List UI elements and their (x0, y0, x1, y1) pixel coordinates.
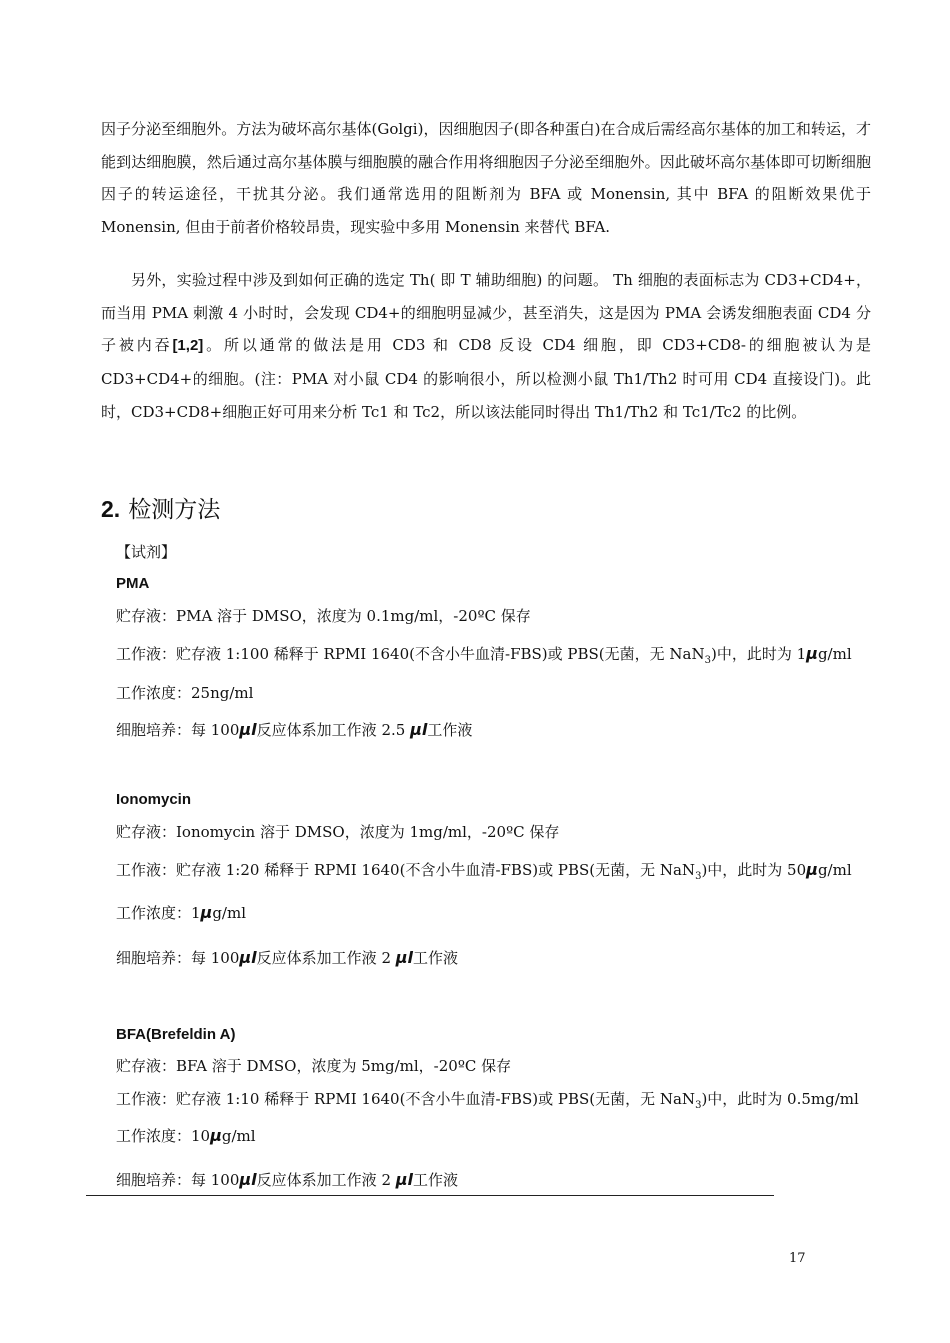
pma-stock: 贮存液：PMA 溶于 DMSO，浓度为 0.1mg/ml，-20ºC 保存 (116, 607, 531, 625)
unit: g/ml (817, 645, 852, 663)
bfa-stock: 贮存液：BFA 溶于 DMSO，浓度为 5mg/ml，-20ºC 保存 (116, 1057, 512, 1075)
micro-symbol: μ (210, 1126, 222, 1145)
text: 细胞培养：每 100 (116, 949, 240, 967)
text: 工作浓度：1 (116, 904, 201, 922)
microliter-symbol: μl (239, 948, 257, 967)
reagent-name-bfa: BFA(Brefeldin A) (116, 1026, 236, 1043)
section-title: 检测方法 (128, 497, 221, 523)
text: 工作液：贮存液 1:100 稀释于 RPMI 1640(不含小牛血清-FBS)或 PBS(无菌，无 NaN (116, 645, 705, 663)
text: 反应体系加工作液 2 (256, 949, 396, 967)
text: )中，此时为 0.5mg/ml (701, 1090, 859, 1108)
microliter-symbol: μl (239, 720, 257, 739)
reagent-name-pma: PMA (116, 575, 150, 592)
text: 工作液：贮存液 1:20 稀释于 RPMI 1640(不含小牛血清-FBS)或 PBS(无菌，无 NaN (116, 861, 696, 879)
bfa-concentration (116, 1125, 906, 1147)
text: )中，此时为 50 (701, 861, 807, 879)
subscript: 3 (704, 655, 711, 666)
section-heading (101, 492, 220, 527)
unit: g/ml (212, 904, 247, 922)
ionomycin-culture (116, 947, 906, 969)
ionomycin-stock: 贮存液：Ionomycin 溶于 DMSO，浓度为 1mg/ml，-20ºC 保存 (116, 823, 560, 841)
paragraph-text: 另外，实验过程中涉及到如何正确的选定 Th( 即 T 辅助细胞) 的问题。 Th 细胞的表面标志为 CD3+CD4+，而当用 PMA 刺激 4 小时时，会发现 CD4+的细胞明显减少，甚至消失，这是因为 PMA 会诱发细胞表面 CD4 分子被内吞 (101, 271, 871, 355)
footnote-divider (86, 1195, 774, 1196)
subscript: 3 (695, 1100, 702, 1111)
bfa-working (116, 1088, 906, 1117)
reagent-name-ionomycin: Ionomycin (116, 791, 192, 808)
unit: g/ml (817, 861, 852, 879)
text: 工作液 (413, 1171, 459, 1189)
paragraph-text: 。所以通常的做法是用 CD3 和 CD8 反设 CD4 细胞，即 CD3+CD8-的细胞被认为是 CD3+CD4+的细胞。(注：PMA 对小鼠 CD4 的影响很小，所以检测小鼠 Th1/Th2 时可用 CD4 直接设门)。此时，CD3+CD8+细胞正好可用来分析 Tc1 和 Tc2，所以该法能同时得出 Th1/Th2 和 Tc1/Tc2 的比例。 (101, 336, 871, 421)
text: 工作液 (413, 949, 459, 967)
paragraph-th-selection (101, 264, 871, 429)
micro-symbol: μ (806, 644, 818, 663)
text: 细胞培养：每 100 (116, 1171, 240, 1189)
subscript: 3 (695, 871, 702, 882)
pma-concentration: 工作浓度：25ng/ml (116, 684, 254, 702)
micro-symbol: μ (806, 860, 818, 879)
text: 反应体系加工作液 2.5 (256, 721, 411, 739)
microliter-symbol: μl (239, 1170, 257, 1189)
unit: g/ml (221, 1127, 256, 1145)
text: 工作液：贮存液 1:10 稀释于 RPMI 1640(不含小牛血清-FBS)或 PBS(无菌，无 NaN (116, 1090, 696, 1108)
microliter-symbol: μl (395, 1170, 414, 1189)
microliter-symbol: μl (410, 720, 428, 739)
reagents-label: 【试剂】 (116, 543, 177, 561)
paragraph-golgi: 因子分泌至细胞外。方法为破坏高尔基体(Golgi)，因细胞因子(即各种蛋白)在合成后需经高尔基体的加工和转运，才能到达细胞膜，然后通过高尔基体膜与细胞膜的融合作用将细胞因子分泌至细胞外。因此破坏高尔基体即可切断细胞因子的转运途径，干扰其分泌。我们通常选用的阻断剂为 BFA 或 Monensin, 其中 BFA 的阻断效果优于 Monensin, 但由于前者价格较昂贵，现实验中多用 Monensin 来替代 BFA. (101, 120, 871, 237)
page-number: 17 (789, 1251, 806, 1266)
text: 反应体系加工作液 2 (256, 1171, 396, 1189)
text: )中，此时为 1 (710, 645, 807, 663)
bfa-culture (116, 1169, 906, 1191)
text: 工作浓度：10 (116, 1127, 211, 1145)
ionomycin-concentration (116, 902, 906, 924)
pma-working (116, 643, 906, 672)
ionomycin-working (116, 859, 906, 888)
text: 细胞培养：每 100 (116, 721, 240, 739)
micro-symbol: μ (200, 903, 213, 922)
text: 工作液 (427, 721, 473, 739)
pma-culture (116, 719, 906, 741)
citation: [1,2] (172, 337, 204, 355)
microliter-symbol: μl (395, 948, 414, 967)
section-number: 2. (101, 496, 121, 522)
